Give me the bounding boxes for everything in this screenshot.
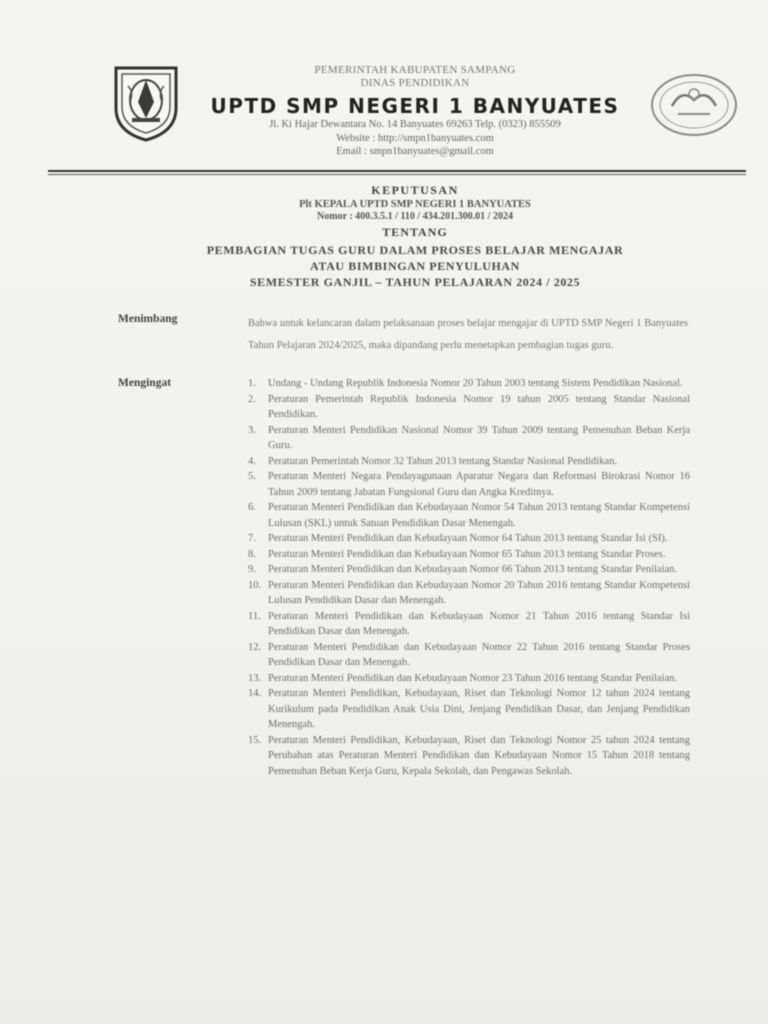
list-item xyxy=(248,686,690,733)
list-item-number: 12. xyxy=(248,641,262,653)
list-item-number: 15. xyxy=(248,734,262,746)
list-item-text: Peraturan Pemerintah Nomor 32 Tahun 2013 tentang Standar Nasional Pendidikan. xyxy=(268,455,617,467)
list-item-number: 2. xyxy=(248,393,256,405)
decree-number: Nomor : 400.3.5.1 / 110 / 434.201.300.01 / 2024 xyxy=(317,211,513,222)
list-item xyxy=(248,562,690,578)
school-name: UPTD SMP NEGERI 1 BANYUATES xyxy=(210,94,620,118)
list-item-number: 9. xyxy=(248,564,256,575)
list-item-text: Peraturan Menteri Pendidikan dan Kebudayaan Nomor 23 Tahun 2016 tentang Standar Penilaian. xyxy=(268,672,678,684)
list-item-text: Peraturan Menteri Pendidikan dan Kebudayaan Nomor 54 Tahun 2013 tentang Standar Kompetensi Lulusan (SKL) untuk Satuan Pendidikan Dasar Menengah. xyxy=(268,502,690,529)
list-item-text: Peraturan Menteri Pendidikan dan Kebudayaan Nomor 65 Tahun 2013 tentang Standar Proses. xyxy=(268,548,666,560)
list-item-number: 3. xyxy=(248,424,256,436)
letterhead-rule-thick xyxy=(48,170,746,172)
regency-crest-logo xyxy=(110,62,182,142)
list-item-number: 14. xyxy=(248,688,262,699)
list-item xyxy=(248,578,690,609)
list-item xyxy=(248,500,690,531)
considering-text: Bahwa untuk kelancaran dalam pelaksanaan proses belajar mengajar di UPTD SMP Negeri 1 Banyuates Tahun Pelajaran 2024/2025, maka dipandang perlu menetapkan pembagian tugas guru. xyxy=(248,318,688,351)
list-item-number: 4. xyxy=(248,455,256,467)
recalling-list xyxy=(248,376,690,779)
letterhead xyxy=(180,64,650,158)
list-item-text: Peraturan Menteri Negara Pendayagunaan Aparatur Negara dan Reformasi Birokrasi Nomor 16 Tahun 2009 tentang Jabatan Fungsional Guru dan Angka Kreditnya. xyxy=(268,471,690,498)
list-item-text: Peraturan Menteri Pendidikan dan Kebudayaan Nomor 64 Tahun 2013 tentang Standar Isi (SI). xyxy=(268,533,668,544)
decree-subject-line-3: SEMESTER GANJIL – TAHUN PELAJARAN 2024 / 2025 xyxy=(249,275,581,289)
list-item-text: Peraturan Menteri Pendidikan dan Kebudayaan Nomor 21 Tahun 2016 tentang Standar Isi Pendidikan Dasar dan Menengah. xyxy=(268,610,690,637)
list-item-text: Peraturan Menteri Pendidikan dan Kebudayaan Nomor 22 Tahun 2016 tentang Standar Proses Pendidikan Dasar dan Menengah. xyxy=(268,641,690,668)
list-item xyxy=(248,609,690,640)
list-item-number: 10. xyxy=(248,579,262,591)
decree-issuer: Plt KEPALA UPTD SMP NEGERI 1 BANYUATES xyxy=(299,199,531,210)
recalling-label: Mengingat xyxy=(118,377,172,389)
list-item xyxy=(248,733,690,780)
list-item-text: Peraturan Menteri Pendidikan dan Kebudayaan Nomor 20 Tahun 2016 tentang Standar Kompetensi Lulusan Pendidikan Dasar dan Menengah. xyxy=(268,579,690,606)
letterhead-department: DINAS PENDIDIKAN xyxy=(360,77,470,89)
list-item-number: 1. xyxy=(248,378,256,389)
list-item-text: Peraturan Pemerintah Republik Indonesia Nomor 19 tahun 2005 tentang Standar Nasional Pendidikan. xyxy=(268,393,690,420)
list-item xyxy=(248,454,690,470)
letterhead-government: PEMERINTAH KABUPATEN SAMPANG xyxy=(314,64,516,76)
list-item xyxy=(248,640,690,671)
decree-subject-line-2: ATAU BIMBINGAN PENYULUHAN xyxy=(310,259,520,273)
considering-label: Menimbang xyxy=(118,313,178,325)
decree-heading: KEPUTUSAN xyxy=(371,183,459,197)
list-item-number: 7. xyxy=(248,533,256,544)
school-emblem-logo xyxy=(648,70,740,140)
list-item-number: 11. xyxy=(248,610,261,622)
list-item-number: 8. xyxy=(248,548,256,560)
school-email: Email : smpn1banyuates@gmail.com xyxy=(336,146,494,157)
list-item xyxy=(248,423,690,454)
school-address: Jl. Ki Hajar Dewantara No. 14 Banyuates 69263 Telp. (0323) 855509 xyxy=(269,119,561,130)
letterhead-rule-thin xyxy=(48,174,746,175)
list-item xyxy=(248,531,690,547)
list-item-number: 6. xyxy=(248,502,256,513)
list-item-text: Peraturan Menteri Pendidikan, Kebudayaan, Riset dan Teknologi Nomor 12 tahun 2024 tentang Kurikulum pada Pendidikan Anak Usia Dini, Jenjang Pendidikan Dasar, dan Jenjang Pendidikan Menengah. xyxy=(268,688,690,730)
list-item xyxy=(248,469,690,500)
decree-about: TENTANG xyxy=(382,225,448,239)
list-item-number: 5. xyxy=(248,471,256,482)
list-item xyxy=(248,376,690,392)
list-item-text: Peraturan Menteri Pendidikan dan Kebudayaan Nomor 66 Tahun 2013 tentang Standar Penilaian. xyxy=(268,564,678,575)
decree-subject-line-1: PEMBAGIAN TUGAS GURU DALAM PROSES BELAJAR MENGAJAR xyxy=(206,243,624,257)
list-item-text: Peraturan Menteri Pendidikan Nasional Nomor 39 Tahun 2009 tentang Pemenuhan Beban Kerja Guru. xyxy=(268,424,690,451)
list-item-text: Peraturan Menteri Pendidikan, Kebudayaan, Riset dan Teknologi Nomor 25 tahun 2024 tentang Perubahan atas Peraturan Menteri Pendidikan dan Kebudayaan Nomor 15 Tahun 2018 tentang Pemenuhan Beban Kerja Guru, Kepala Sekolah, dan Pengawas Sekolah. xyxy=(268,734,690,777)
school-website: Website : http://smpn1banyuates.com xyxy=(336,133,494,144)
list-item xyxy=(248,671,690,687)
list-item xyxy=(248,547,690,563)
list-item-number: 13. xyxy=(248,672,262,684)
decree-title-block xyxy=(100,183,730,290)
list-item-text: Undang - Undang Republik Indonesia Nomor 20 Tahun 2003 tentang Sistem Pendidikan Nasional. xyxy=(268,378,683,389)
list-item xyxy=(248,392,690,423)
